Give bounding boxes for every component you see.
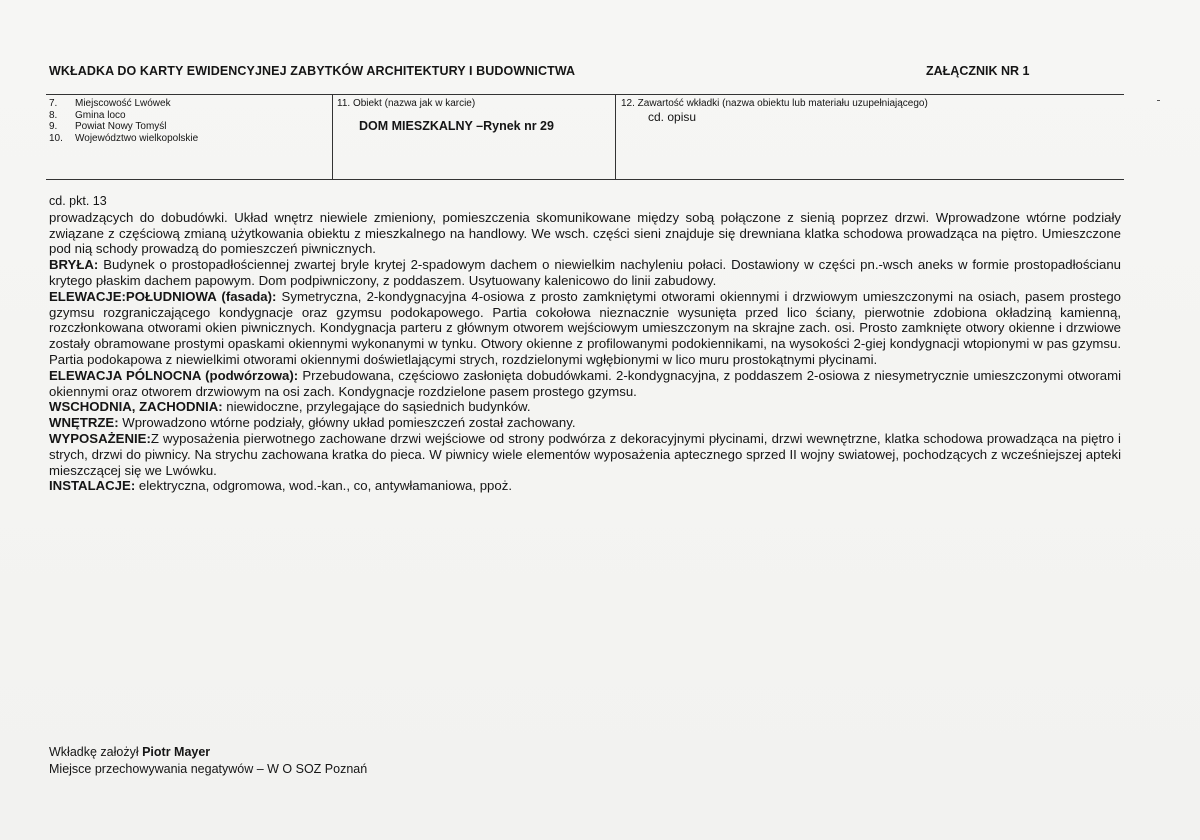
section-text: Z wyposażenia pierwotnego zachowane drzwi wejściowe od strony podwórza z dekoracyjnymi płycinami, drzwi wewnętrzne, klatka schodowa prowadząca na piętro i strych, drzwi do piwnicy. Na strychu zachowana kratka do pieca. W piwnicy wiele elementów wyposażenia aptecznego sprzed II wojny swiatowej, pochodzących z wcześniejszej apteki mieszczącej się we Lwówku.	[49, 430, 1121, 478]
document-footer	[49, 744, 367, 778]
section-paragraph	[49, 478, 1121, 494]
section-label: WSCHODNIA, ZACHODNIA:	[49, 399, 223, 415]
column-divider	[615, 95, 616, 179]
negatives-location-line: Miejsce przechowywania negatywów – W O SOZ Poznań	[49, 762, 368, 776]
continuation-label: cd. pkt. 13	[49, 194, 107, 208]
location-line: 9. Powiat Nowy Tomyśl	[49, 121, 167, 132]
object-label: 11. Obiekt (nazwa jak w karcie)	[337, 98, 476, 109]
section-paragraph	[49, 289, 1121, 368]
location-cell	[49, 98, 329, 144]
section-text: elektryczna, odgromowa, wod.-kan., co, antywłamaniowa, ppoż.	[135, 478, 512, 494]
content-cell	[621, 98, 1121, 123]
section-label: WYPOSAŻENIE:	[49, 430, 151, 446]
content-value: cd. opisu	[648, 109, 697, 124]
section-text: Budynek o prostopadłościennej zwartej bryle krytej 2-spadowym dachem o niewielkim nachyleniu połaci. Dostawiony w części pn.-wsch aneks w formie prostopadłościanu krytego płaskim dachem papowym. Dom podpiwniczony, z poddaszem. Usytuowany kalenicowo do linii zabudowy.	[49, 257, 1121, 288]
annex-label: ZAŁĄCZNIK NR 1	[926, 64, 1030, 78]
section-paragraph	[49, 431, 1121, 478]
section-label: INSTALACJE:	[49, 478, 136, 494]
section-text: Symetryczna, 2-kondygnacyjna 4-osiowa z prosto zamkniętymi otworami okiennymi i drzwiowym umieszczonymi na osiach, pasem prostego gzymsu rozgraniczającego kondygnacje oraz gzymsu podokapowego. Partia cokołowa nieznacznie wysunięta przed lico ściany, pierwotnie zdobiona okładziną kamienną, rozczłonkowana otworami okien piwnicznych. Kondygnacja parteru z głównym otworem wejściowym umieszczonym na skrajne zach. osi. Prosto zamknięte otwory okienne i drzwiowe zostały obramowane prostymi opaskami okiennymi wykonanymi w tynku. Otwory okienne z profilowanymi podokiennikami, na wysokości 2-giej kondygnacji wtopionymi w pas gzymsu. Partia podokapowa z niewielkimi otworami okiennymi doświetlającymi strych, rozdzielonymi wgłębionymi w lico muru prostokątnymi płycinami.	[49, 288, 1121, 367]
founded-by-line: Wkładkę założył Piotr Mayer	[49, 745, 211, 759]
author-name: Piotr Mayer	[142, 745, 211, 759]
section-paragraph	[49, 415, 1121, 431]
location-line: 8. Gmina loco	[49, 109, 126, 121]
form-header-table	[46, 94, 1124, 180]
description-body	[49, 194, 1121, 494]
section-paragraph	[49, 399, 1121, 415]
section-paragraph	[49, 257, 1121, 289]
section-label: WNĘTRZE:	[49, 415, 119, 431]
content-label: 12. Zawartość wkładki (nazwa obiektu lub materiału uzupełniającego)	[621, 98, 928, 109]
object-value: DOM MIESZKALNY –Rynek nr 29	[359, 118, 554, 133]
location-line: 7. Miejscowość Lwówek	[49, 98, 171, 109]
location-line: 10. Województwo wielkopolskie	[49, 132, 199, 144]
section-paragraph	[49, 368, 1121, 400]
intro-paragraph: prowadzących do dobudówki. Układ wnętrz niewiele zmieniony, pomieszczenia skomunikowane między sobą połączone z sienią poprzez drzwi. Wprowadzone wtórne podziały związane z częściową zmianą użytkowania obiektu z mieszkalnego na handlowy. We wsch. części sieni znajduje się drewniana klatka schodowa prowadząca na piętro. Umieszczone pod nią schody prowadzą do pomieszczeń piwnicznych.	[49, 209, 1121, 257]
column-divider	[332, 95, 333, 179]
section-label: ELEWACJA PÓLNOCNA (podwórzowa):	[49, 367, 299, 383]
section-label: BRYŁA:	[49, 257, 99, 273]
section-text: Przebudowana, częściowo zasłonięta dobudówkami. 2-kondygnacyjna, z poddaszem 2-osiowa z niesymetrycznie umieszczonymi otworami okiennymi oraz otworem drzwiowym na osi zach. Kondygnacje rozdzielone pasem prostego gzymsu.	[49, 367, 1122, 399]
scan-mark	[1157, 100, 1160, 101]
section-text: niewidoczne, przylegające do sąsiednich budynków.	[222, 399, 531, 415]
object-cell	[337, 98, 607, 132]
section-text: Wprowadzono wtórne podziały, główny układ pomieszczeń został zachowany.	[118, 415, 576, 431]
section-label: ELEWACJE:POŁUDNIOWA (fasada):	[49, 288, 277, 304]
document-title: WKŁADKA DO KARTY EWIDENCYJNEJ ZABYTKÓW ARCHITEKTURY I BUDOWNICTWA	[49, 64, 576, 78]
